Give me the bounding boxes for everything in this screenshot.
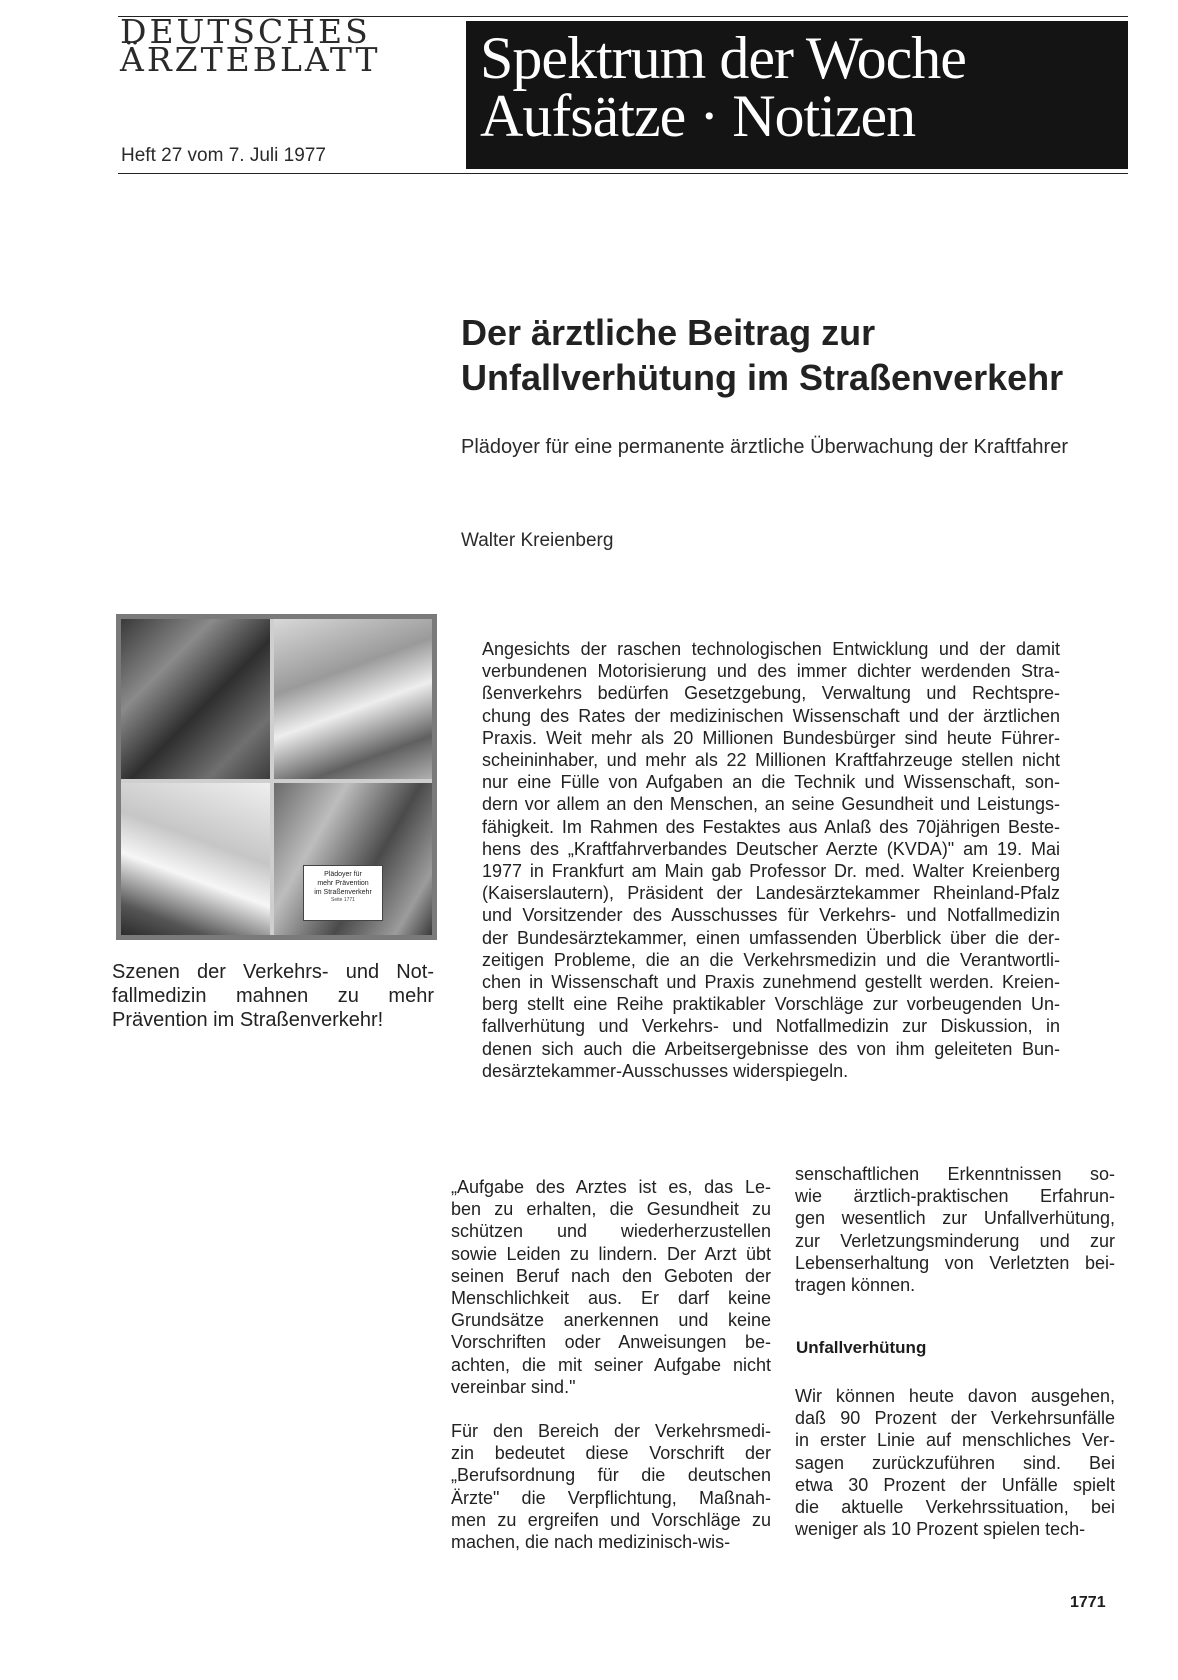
text-line: Für den Bereich der Verkehrsmedi-: [451, 1421, 771, 1442]
text-line: Grundsätze anerkennen und keine: [451, 1310, 771, 1331]
text-line: zur Verletzungsminderung und zur: [795, 1230, 1115, 1251]
text-line: senschaftlichen Erkenntnissen so-: [795, 1164, 1115, 1184]
section-banner: [466, 21, 1128, 169]
text-line: chen in Wissenschaft und Praxis zunehmend gestellt werden. Kreien-: [482, 972, 1060, 993]
article-title: [461, 310, 1141, 400]
body-column-right: [795, 1163, 1115, 1296]
text-line: chung des Rates der medizinischen Wissenschaft und der ärztlichen: [482, 705, 1060, 726]
text-line: berg stellt eine Reihe praktikabler Vorschläge zur vorbeugenden Un-: [482, 994, 1060, 1015]
text-line: Menschlichkeit aus. Er darf keine: [451, 1288, 771, 1309]
text-line: seinen Beruf nach den Geboten der: [451, 1265, 771, 1286]
text-line: „Aufgabe des Arztes ist es, das Le-: [451, 1177, 771, 1197]
text-line: sowie Leiden zu lindern. Der Arzt übt: [451, 1243, 771, 1264]
text-line: dern vor allem an den Menschen, an seine Gesundheit und Leistungs-: [482, 794, 1060, 815]
text-line: daß 90 Prozent der Verkehrsunfälle: [795, 1408, 1115, 1429]
text-line: und Vorsitzender des Ausschusses für Verkehrs- und Notfallmedizin: [482, 905, 1060, 926]
photo-inset-label: [303, 865, 383, 921]
body-paragraph: [451, 1176, 771, 1398]
text-line: men zu ergreifen und Vorschläge zu: [451, 1509, 771, 1530]
photo-caption: [112, 960, 434, 1032]
masthead-line-1: DEUTSCHES: [120, 12, 371, 51]
text-line: machen, die nach medizinisch-wis-: [451, 1532, 731, 1553]
text-line: gen wesentlich zur Unfallverhütung,: [795, 1208, 1115, 1229]
masthead-logo: [120, 12, 450, 79]
body-column-left: [451, 1176, 771, 1553]
text-line: Vorschriften oder Anweisungen be-: [451, 1332, 771, 1353]
text-line: achten, die mit seiner Aufgabe nicht: [451, 1354, 771, 1375]
text-line: (Kaiserslautern), Präsident der Landesärztekammer Rheinland-Pfalz: [482, 883, 1060, 904]
body-paragraph: [795, 1385, 1115, 1540]
inset-line-1: Plädoyer für: [324, 871, 362, 878]
text-line: verbundenen Motorisierung und des immer dichter werdenden Stra-: [482, 661, 1060, 682]
article-title-line-2: Unfallverhütung im Straßenverkehr: [461, 357, 1064, 398]
text-line: Lebenserhaltung von Verletzten bei-: [795, 1252, 1115, 1273]
text-line: desärztekammer-Ausschusses widerspiegeln.: [482, 1060, 849, 1081]
section-heading: Unfallverhütung: [796, 1338, 927, 1357]
article-subtitle: Plädoyer für eine permanente ärztliche Überwachung der Kraftfahrer: [461, 436, 1068, 458]
text-line: vereinbar sind.": [451, 1376, 576, 1397]
text-line: fallmedizin mahnen zu mehr: [112, 985, 434, 1007]
text-line: tragen können.: [795, 1275, 916, 1296]
inset-line-2: mehr Prävention: [317, 880, 369, 887]
text-line: sagen zurückzuführen sind. Bei: [795, 1452, 1115, 1473]
text-line: denen sich auch die Arbeitsergebnisse des von ihm geleiteten Bun-: [482, 1038, 1060, 1059]
text-line: Angesichts der raschen technologischen Entwicklung und der damit: [482, 639, 1060, 659]
inset-line-3: im Straßenverkehr: [314, 889, 372, 896]
body-paragraph: [451, 1420, 771, 1553]
article-author: Walter Kreienberg: [461, 530, 614, 551]
text-line: 1977 in Frankfurt am Main gab Professor Dr. med. Walter Kreienberg: [482, 861, 1060, 882]
banner-line-2: Aufsätze · Notizen: [480, 83, 916, 149]
text-line: „Berufsordnung für die deutschen: [451, 1465, 771, 1486]
text-line: schützen und wiederherzustellen: [451, 1221, 771, 1242]
photo-car-interior: [274, 619, 432, 779]
issue-date: Heft 27 vom 7. Juli 1977: [121, 145, 326, 166]
text-line: zin bedeutet diese Vorschrift der: [451, 1443, 771, 1464]
header-rule-bottom: [118, 173, 1128, 174]
text-line: zeitigen Probleme, die an die Verkehrsmedizin und die Verantwortli-: [482, 949, 1060, 970]
text-line: ßenverkehrs bedürfen Gesetzgebung, Verwaltung und Rechtspre-: [482, 683, 1060, 704]
article-title-line-1: Der ärztliche Beitrag zur: [461, 312, 876, 353]
text-line: wie ärztlich-praktischen Erfahrun-: [795, 1186, 1115, 1207]
body-paragraph: [795, 1163, 1115, 1296]
photo-collage: [116, 614, 437, 940]
text-line: etwa 30 Prozent der Unfälle spielt: [795, 1474, 1115, 1495]
page-number: 1771: [1070, 1594, 1106, 1611]
text-line: Prävention im Straßenverkehr!: [112, 1009, 384, 1031]
text-line: Praxis. Weit mehr als 20 Millionen Bundesbürger sind heute Führer-: [482, 727, 1060, 748]
text-line: nur eine Fülle von Aufgaben an die Technik und Wissenschaft, son-: [482, 772, 1060, 793]
text-line: fallverhütung und Verkehrs- und Notfallmedizin zur Diskussion, in: [482, 1016, 1060, 1037]
text-line: scheininhaber, und mehr als 22 Millionen Kraftfahrzeuge stellen nicht: [482, 750, 1060, 771]
masthead-line-2: ÄRZTEBLATT: [120, 40, 381, 79]
text-line: in erster Linie auf menschliches Ver-: [795, 1430, 1115, 1451]
text-line: ben zu erhalten, die Gesundheit zu: [451, 1199, 771, 1220]
text-line: fähigkeit. Im Rahmen des Festaktes aus Anlaß des 70jährigen Beste-: [482, 816, 1060, 837]
text-line: Szenen der Verkehrs- und Not-: [112, 961, 434, 983]
photo-accident-scene: [121, 619, 270, 779]
text-line: Ärzte" die Verpflichtung, Maßnah-: [451, 1487, 771, 1508]
inset-page-ref: Seite 1771: [331, 897, 355, 903]
text-line: Wir können heute davon ausgehen,: [795, 1386, 1115, 1406]
body-column-right-continued: [795, 1385, 1115, 1540]
text-line: der Bundesärztekammer, einen umfassenden Überblick über die der-: [482, 927, 1060, 948]
text-line: hens des „Kraftfahrverbandes Deutscher Aerzte (KVDA)" am 19. Mai: [482, 838, 1060, 859]
banner-line-1: Spektrum der Woche: [480, 25, 966, 91]
text-line: die aktuelle Verkehrssituation, bei: [795, 1497, 1115, 1518]
text-line: weniger als 10 Prozent spielen tech-: [795, 1519, 1086, 1540]
article-intro: [482, 638, 1060, 1082]
photo-ambulance: [121, 783, 270, 935]
